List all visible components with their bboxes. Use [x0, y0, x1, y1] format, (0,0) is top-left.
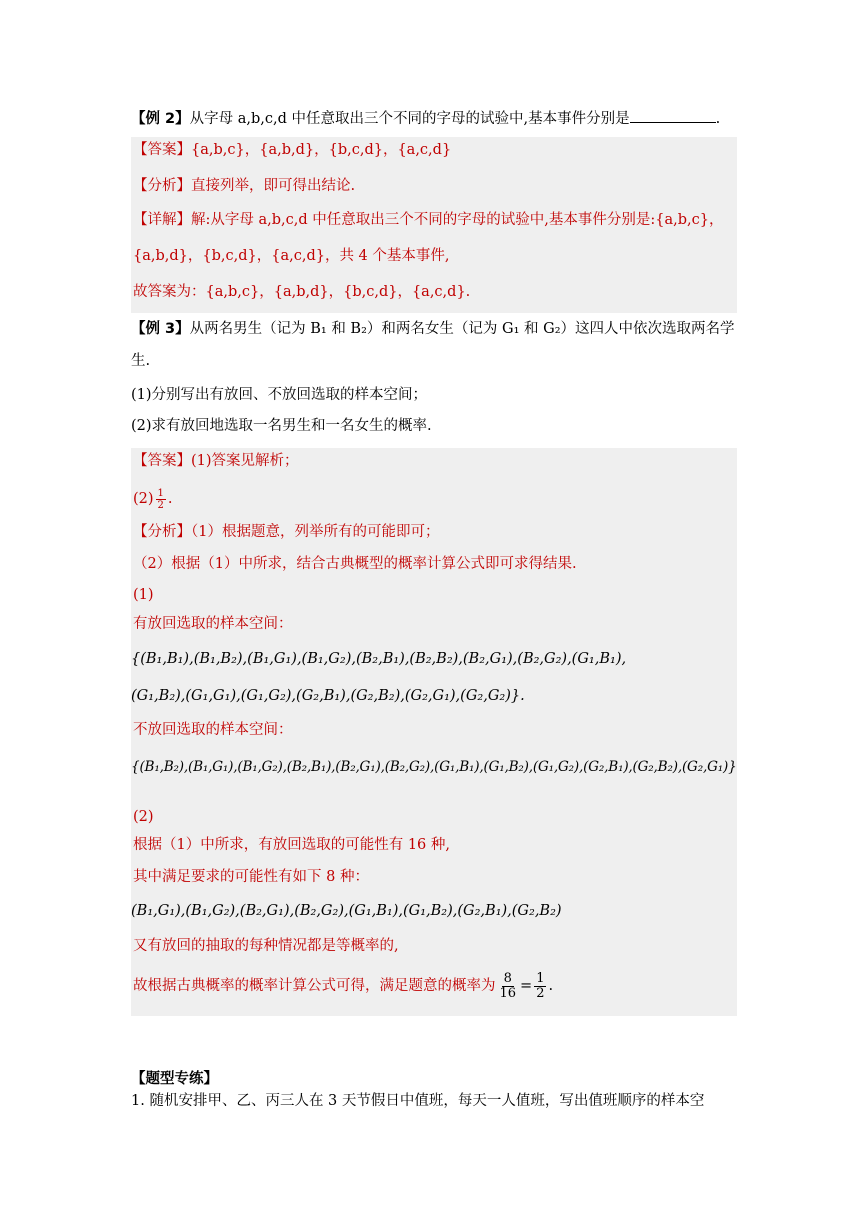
answer-2-prefix: (2) [133, 491, 154, 507]
example-2-question [131, 106, 720, 130]
example-3-answer-1: 【答案】(1)答案见解析； [133, 453, 299, 469]
without-replacement-heading: 不放回选取的样本空间： [133, 722, 293, 738]
fraction-numerator: 8 [503, 970, 512, 986]
solution-part-2-line-4 [133, 966, 553, 1006]
with-replacement-set-line-1: {(B₁,B₁),(B₁,B₂),(B₁,G₁),(B₁,G₂),(B₂,B₁),(B₂,B₂),(B₂,G₁),(B₂,G₂),(G₁,B₁), [131, 651, 627, 667]
example-2-detail-line-3: 故答案为：{a,b,c}，{a,b,d}，{b,c,d}，{a,c,d}. [133, 284, 471, 300]
answer-blank [630, 106, 716, 123]
fraction-1-2 [534, 972, 546, 1001]
fraction-8-16 [498, 972, 519, 1001]
example-2-analysis: 【分析】直接列举，即可得出结论. [133, 178, 356, 194]
with-replacement-set-line-2: (G₁,B₂),(G₁,G₁),(G₁,G₂),(G₂,B₁),(G₂,B₂),(G₂,G₁),(G₂,G₂)}. [131, 688, 525, 704]
example-2-detail-line-2: {a,b,d}，{b,c,d}，{a,c,d}，共 4 个基本事件, [133, 248, 450, 264]
solution-part-2-line-2: 其中满足要求的可能性有如下 8 种： [133, 869, 369, 885]
probability-statement: 故根据古典概率的概率计算公式可得，满足题意的概率为 [133, 978, 496, 994]
example-2-answer: 【答案】{a,b,c}，{a,b,d}，{b,c,d}，{a,c,d} [133, 142, 452, 158]
solution-part-2-line-1: 根据（1）中所求，有放回选取的可能性有 16 种, [133, 837, 451, 853]
probability-expression [496, 970, 554, 1001]
example-3-part-2: (2)求有放回地选取一名男生和一名女生的概率. [131, 418, 432, 434]
example-2-detail-line-1: 【详解】解:从字母 a,b,c,d 中任意取出三个不同的字母的试验中,基本事件分别是:{a,b,c}， [133, 212, 724, 228]
example-3-part-1: (1)分别写出有放回、不放回选取的样本空间； [131, 387, 428, 403]
example-3-label: 【例 3】 [131, 321, 190, 337]
without-replacement-set: {(B₁,B₂),(B₁,G₁),(B₁,G₂),(B₂,B₁),(B₂,G₁),(B₂,G₂),(G₁,B₁),(G₁,B₂),(G₁,G₂),(G₂,B₁),(G₂,B₂),(G₂,G₁)} [131, 759, 737, 775]
example-2-label: 【例 2】 [131, 111, 190, 127]
fraction-numerator: 1 [157, 487, 164, 499]
practice-question-1: 1. 随机安排甲、乙、丙三人在 3 天节假日中值班，每天一人值班，写出值班顺序的样本空 [131, 1093, 705, 1109]
solution-part-2-line-3: 又有放回的抽取的每种情况都是等概率的, [133, 938, 399, 954]
fraction-denominator: 2 [536, 985, 545, 1001]
expression-period: . [548, 978, 554, 994]
example-3-analysis-2: （2）根据（1）中所求，结合古典概型的概率计算公式即可求得结果. [133, 556, 577, 572]
solution-part-2-label: (2) [133, 809, 154, 825]
equals-sign: = [520, 978, 533, 994]
favorable-outcomes-list: (B₁,G₁),(B₁,G₂),(B₂,G₁),(B₂,G₂),(G₁,B₁),(G₁,B₂),(G₂,B₁),(G₂,B₂) [131, 903, 562, 919]
fraction-denominator: 16 [499, 985, 517, 1001]
answer-fraction [156, 488, 166, 511]
example-3-question [131, 318, 735, 340]
question-period: . [715, 111, 721, 127]
example-3-analysis-1: 【分析】（1）根据题意，列举所有的可能即可； [133, 524, 440, 540]
answer-2-suffix: . [167, 491, 173, 507]
solution-part-1-label: (1) [133, 587, 154, 603]
with-replacement-heading: 有放回选取的样本空间： [133, 616, 293, 632]
example-3-question-line-1: 从两名男生（记为 B₁ 和 B₂）和两名女生（记为 G₁ 和 G₂）这四人中依次选取两名学 [189, 321, 735, 337]
example-3-question-line-2: 生. [131, 353, 151, 369]
example-2-question-text: 从字母 a,b,c,d 中任意取出三个不同的字母的试验中,基本事件分别是 [189, 111, 630, 127]
fraction-numerator: 1 [536, 970, 545, 986]
example-3-answer-2 [133, 484, 173, 514]
practice-header: 【题型专练】 [131, 1071, 218, 1087]
fraction-denominator: 2 [157, 499, 164, 511]
